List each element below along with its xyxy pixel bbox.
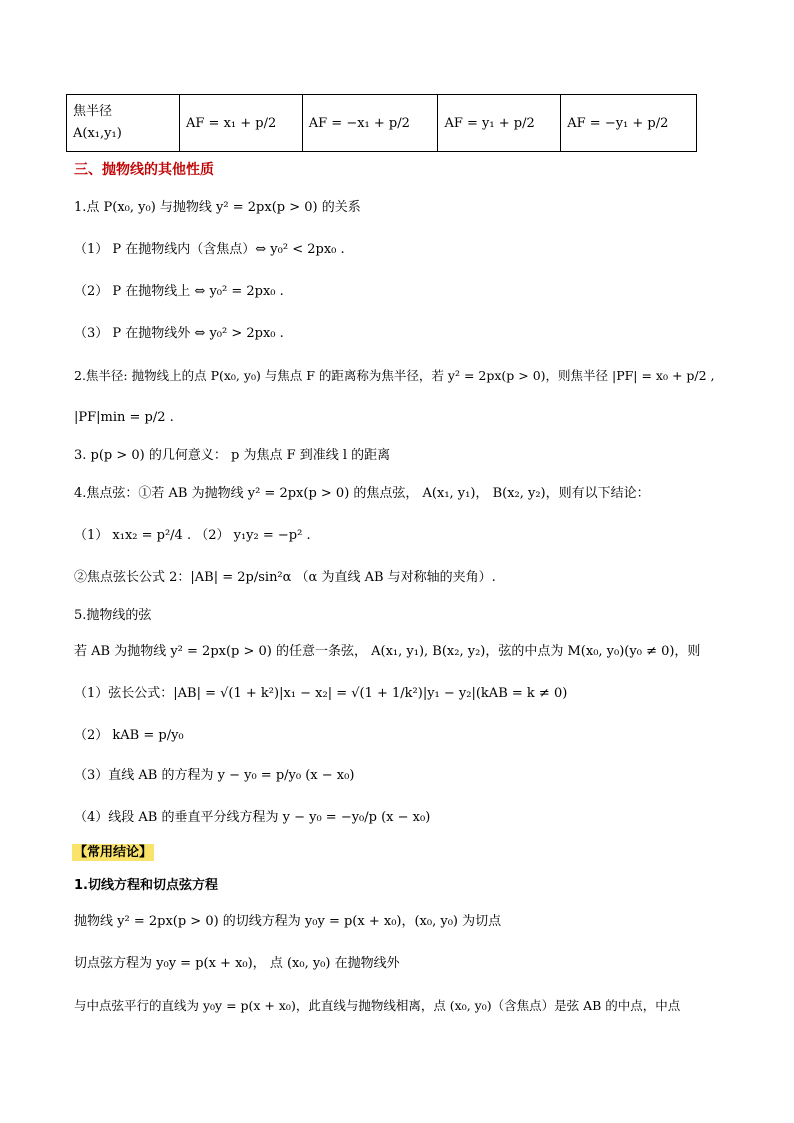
table-row <box>67 95 697 152</box>
text-line: 5.抛物线的弦 <box>74 608 152 623</box>
text-line: 切点弦方程为 y₀y = p(x + x₀)， 点 (x₀, y₀) 在抛物线外 <box>74 956 400 971</box>
table-row-label <box>67 95 180 152</box>
text-line: 与中点弦平行的直线为 y₀y = p(x + x₀)，此直线与抛物线相离，点 (x₀, y₀)（含焦点）是弦 AB 的中点，中点 <box>74 998 681 1013</box>
section-title: 三、抛物线的其他性质 <box>74 162 214 178</box>
text-line: 4.焦点弦：①若 AB 为抛物线 y² = 2px(p > 0) 的焦点弦， A(x₁, y₁)， B(x₂, y₂)，则有以下结论： <box>74 486 650 501</box>
table-cell: AF = −x₁ + p/2 <box>302 95 438 152</box>
text-line: （2） P 在抛物线上 ⇔ y₀² = 2px₀ . <box>74 284 284 299</box>
highlight-wrap <box>72 843 154 863</box>
text-line: （2） kAB = p/y₀ <box>74 728 184 743</box>
table-cell: AF = −y₁ + p/2 <box>561 95 697 152</box>
row-label-title: 焦半径 <box>73 104 113 119</box>
text-line: （1） x₁x₂ = p²/4 . （2） y₁y₂ = −p² . <box>74 528 311 543</box>
text-line: ②焦点弦长公式 2：|AB| = 2p/sin²α （α 为直线 AB 与对称轴的夹角）. <box>74 570 496 585</box>
subheading: 1.切线方程和切点弦方程 <box>74 878 218 893</box>
text-line: 3. p(p > 0) 的几何意义： p 为焦点 F 到准线 l 的距离 <box>74 448 391 463</box>
text-line: 抛物线 y² = 2px(p > 0) 的切线方程为 y₀y = p(x + x₀)，(x₀, y₀) 为切点 <box>74 914 502 929</box>
text-line: （1）弦长公式：|AB| = √(1 + k²)|x₁ − x₂| = √(1 + 1/k²)|y₁ − y₂|(kAB = k ≠ 0) <box>74 686 568 701</box>
table-cell: AF = y₁ + p/2 <box>438 95 561 152</box>
row-label-point: A(x₁,y₁) <box>73 126 122 141</box>
text-line: 若 AB 为抛物线 y² = 2px(p > 0) 的任意一条弦， A(x₁, y₁), B(x₂, y₂)，弦的中点为 M(x₀, y₀)(y₀ ≠ 0)，则 <box>74 644 701 659</box>
text-line: （3） P 在抛物线外 ⇔ y₀² > 2px₀ . <box>74 326 284 341</box>
text-line: （1） P 在抛物线内（含焦点）⇔ y₀² < 2px₀ . <box>74 242 345 257</box>
text-line: 2.焦半径: 抛物线上的点 P(x₀, y₀) 与焦点 F 的距离称为焦半径，若 y² = 2px(p > 0)，则焦半径 |PF| = x₀ + p/2 , <box>74 368 715 383</box>
text-line: （4）线段 AB 的垂直平分线方程为 y − y₀ = −y₀/p (x − x₀) <box>74 810 431 825</box>
text-line: |PF|min = p/2 . <box>74 410 174 425</box>
table-cell: AF = x₁ + p/2 <box>180 95 303 152</box>
text-line: （3）直线 AB 的方程为 y − y₀ = p/y₀ (x − x₀) <box>74 768 355 783</box>
focal-radius-table <box>66 94 697 152</box>
text-line: 1.点 P(x₀, y₀) 与抛物线 y² = 2px(p > 0) 的关系 <box>74 200 361 215</box>
common-conclusion-heading: 【常用结论】 <box>74 845 153 860</box>
